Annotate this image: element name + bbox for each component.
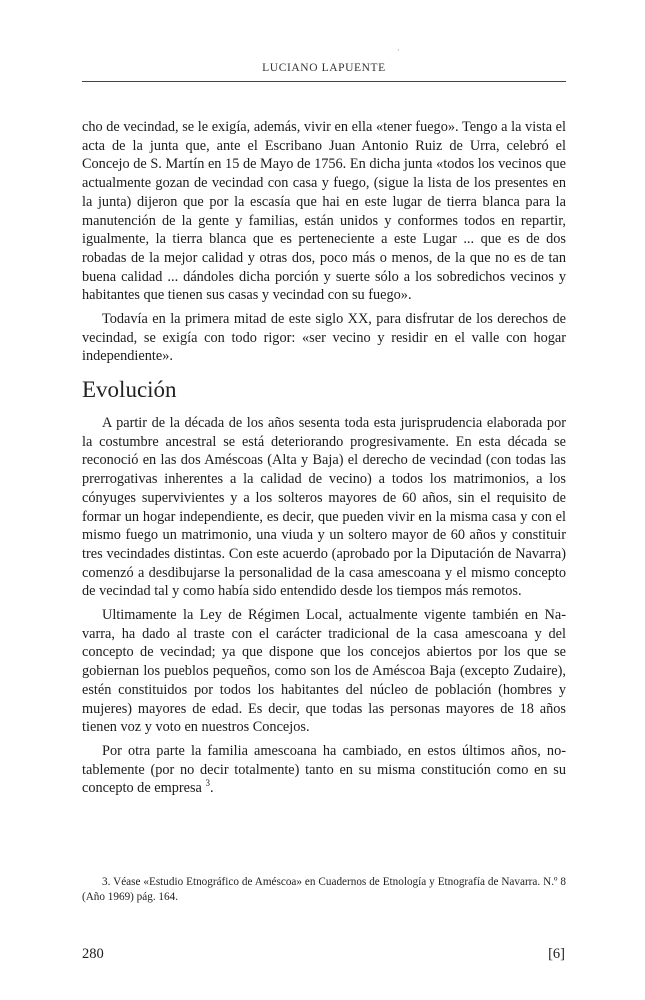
body-text-top	[82, 118, 566, 366]
paragraph-continuation: cho de vecindad, se le exigía, además, vivir en ella «tener fuego». Tengo a la vista el acta de la junta que, ante el Escribano Juan Antonio Ruiz de Urra, celebró el Concejo de S. Martín en 15 de Mayo de 1756. En dicha junta «todos los vecinos que actualmente gozan de vecindad con casa y fuego, (sigue la lista de los presentes en la junta) dijeron que por la escasía que hai en este lugar de tierra blanca para la manutención de la gente y familias, están unidos y conformes todos en repartir, igualmente, la tierra blanca que es perteneciente a este Lugar ... que es de dos robadas de la mejor calidad y otras dos, poco más o menos, de la que no es de tan buena calidad ... dándoles dicha porción y suerte sólo a los sobredichos vecinos y habitantes que tienen sus casas y vecindad con su fuego».	[82, 119, 566, 304]
section-heading: Evolución	[82, 377, 177, 402]
body-text-section	[82, 414, 566, 798]
paragraph: Todavía en la primera mitad de este siglo XX, para disfrutar de los derechos de vecindad, se exigía con todo rigor: «ser vecino y residir en el valle con hogar independiente».	[82, 311, 566, 365]
paragraph: A partir de la década de los años sesenta toda esta jurisprudencia elaborada por la costumbre ancestral se está deteriorando progresivamente. En esta década se reconoció en las dos Améscoas (Alta y Baja) el derecho de vecindad (con todas las prerrogativas inherentes a la calidad de vecino) a todos los matrimonios, a los cónyuges supervivientes y a los solteros mayores de 60 años, sin el requisito de formar un hogar independiente, es decir, que pueden vivir en la misma casa y con el mismo fuego un matrimonio, una viuda y un soltero mayor de 60 años y constituir tres vecindades distintas. Con este acuerdo (aprobado por la Diputación de Navarra) comenzó a desdibujarse la personalidad de la casa amescoana y el mismo concepto de vecindad tal y como había sido entendido desde los tiempos más remotos.	[82, 415, 566, 600]
paragraph-end: .	[209, 780, 214, 797]
footnote: 3. Véase «Estudio Etnográfico de Améscoa» en Cuadernos de Etnología y Etnografía de Navarra. N.º 8 (Año 1969) pág. 164.	[82, 876, 566, 903]
paragraph: Ultimamente la Ley de Régimen Local, actualmente vigente también en Navarra, ha dado al traste con el carácter tradicional de la casa amescoana y del concepto de vecindad; ya que dispone que los concejos abiertos por los que se gobiernan los pueblos pequeños, como son los de Améscoa Baja (excepto Zudaire), estén constituidos por todos los habitantes del núcleo de población (hombres y mujeres) mayores de edad. Es decir, que todas las personas mayores de 18 años tienen voz y voto en nuestros Concejos.	[82, 607, 566, 736]
paragraph-text: Por otra parte la familia amescoana ha cambiado, en estos últimos años, notablemente (por no decir totalmente) tanto en su misma constitución como en su concepto de empresa	[82, 742, 566, 797]
running-header: LUCIANO LAPUENTE	[262, 62, 386, 74]
paragraph-with-note	[82, 742, 566, 798]
print-speck: ·	[397, 46, 400, 55]
header-rule	[82, 81, 566, 82]
page-reference: [6]	[548, 946, 565, 962]
page-number: 280	[82, 946, 104, 962]
footnote-reference[interactable]: 3	[205, 778, 210, 789]
